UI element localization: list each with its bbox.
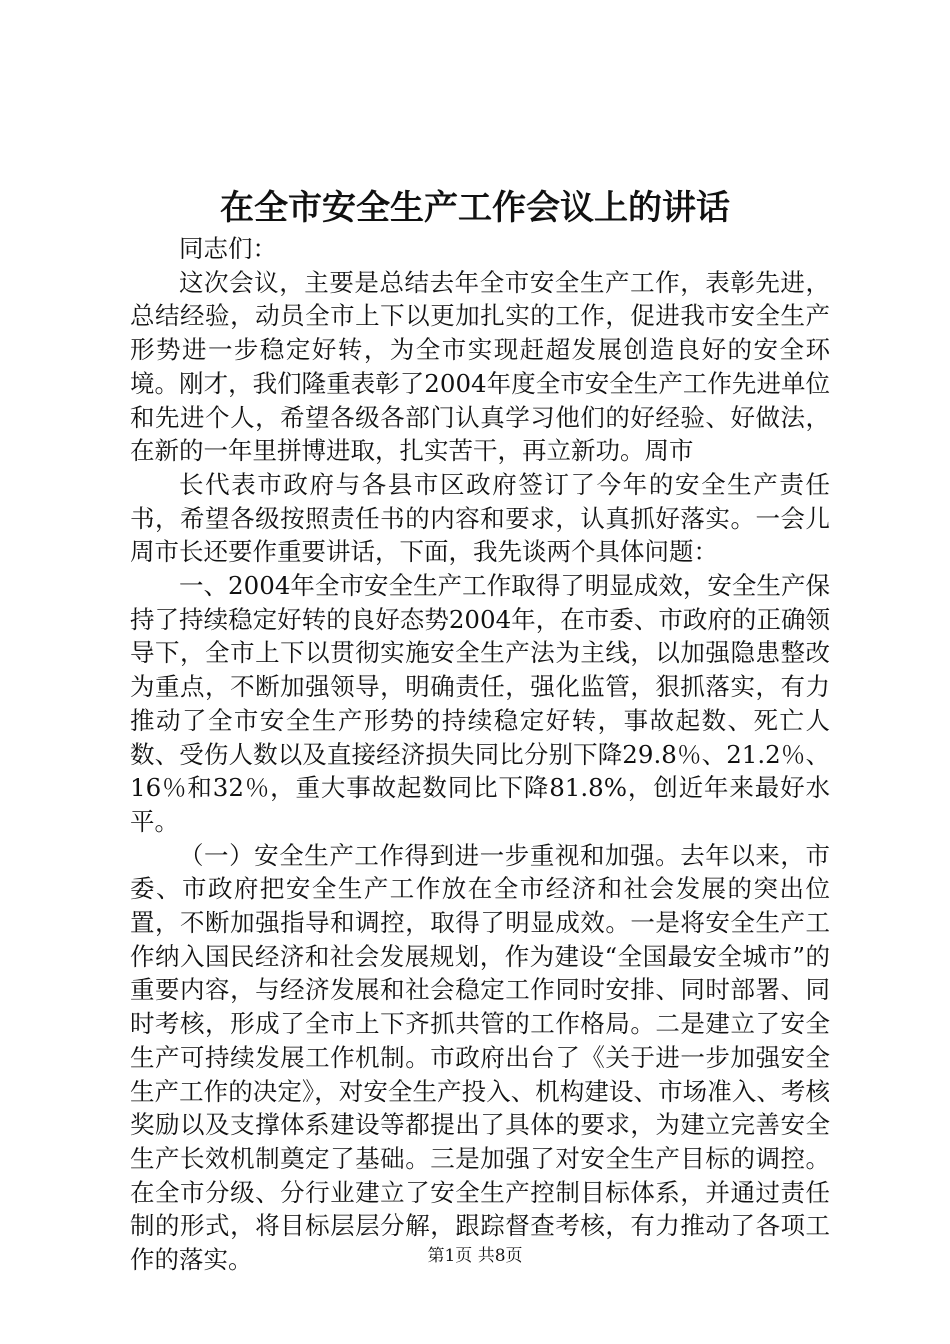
body-paragraph: （一）安全生产工作得到进一步重视和加强。去年以来，市委、市政府把安全生产工作放在全市经济和社会发展的突出位置，不断加强指导和调控，取得了明显成效。一是将安全生产工作纳入国民经济和社会发展规划，作为建设“全国最安全城市”的重要内容，与经济发展和社会稳定工作同时安排、同时部署、同时考核，形成了全市上下齐抓共管的工作格局。二是建立了安全生产可持续发展工作机制。市政府出台了《关于进一步加强安全生产工作的决定》，对安全生产投入、机构建设、市场准入、考核奖励以及支撑体系建设等都提出了具体的要求，为建立完善安全生产长效机制奠定了基础。三是加强了对安全生产目标的调控。在全市分级、分行业建立了安全生产控制目标体系，并通过责任制的形式，将目标层层分解，跟踪督查考核，有力推动了各项工作的落实。 — [130, 840, 830, 1275]
document-body — [130, 232, 830, 1277]
body-paragraph: 一、2004年全市安全生产工作取得了明显成效，安全生产保持了持续稳定好转的良好态势2004年，在市委、市政府的正确领导下，全市上下以贯彻实施安全生产法为主线，以加强隐患整改为重点，不断加强领导，明确责任，强化监管，狠抓落实，有力推动了全市安全生产形势的持续稳定好转，事故起数、死亡人数、受伤人数以及直接经济损失同比分别下降29.8％、21.2％、16％和32％，重大事故起数同比下降81.8%，创近年来最好水平。 — [130, 571, 830, 836]
document-title: 在全市安全生产工作会议上的讲话 — [220, 188, 730, 228]
body-paragraph: 长代表市政府与各县市区政府签订了今年的安全生产责任书，希望各级按照责任书的内容和要求，认真抓好落实。一会儿周市长还要作重要讲话，下面，我先谈两个具体问题： — [130, 469, 830, 567]
greeting-paragraph: 同志们： — [179, 234, 277, 263]
body-paragraph: 这次会议，主要是总结去年全市安全生产工作，表彰先进，总结经验，动员全市上下以更加扎实的工作，促进我市安全生产形势进一步稳定好转，为全市实现赶超发展创造良好的安全环境。刚才，我们隆重表彰了2004年度全市安全生产工作先进单位和先进个人，希望各级各部门认真学习他们的好经验、好做法，在新的一年里拼博进取，扎实苦干，再立新功。周市 — [130, 267, 830, 466]
page-number-footer: 第1页 共8页 — [427, 1246, 523, 1266]
